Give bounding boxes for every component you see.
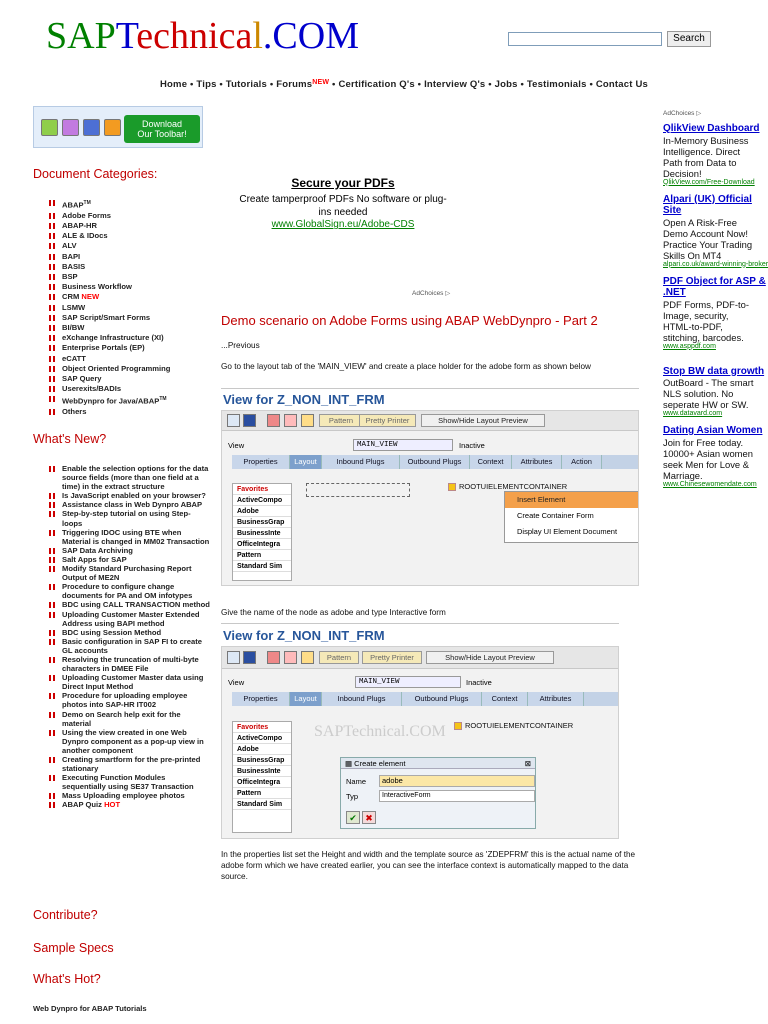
display-icon — [227, 651, 240, 664]
display-icon — [227, 414, 240, 427]
tab-context: Context — [482, 692, 528, 706]
category-item[interactable] — [49, 384, 170, 394]
nav-item-tips[interactable]: Tips — [196, 79, 217, 90]
toolbar-label: Our Toolbar! — [137, 129, 187, 139]
tab-layout: Layout — [290, 692, 322, 706]
right-ad-text: Path from Data to — [663, 156, 737, 168]
sample-specs-heading[interactable]: Sample Specs — [33, 941, 114, 955]
right-ad-text: Demo Account Now! — [663, 227, 748, 239]
center-ad[interactable] — [212, 176, 474, 230]
screenshot1-palette — [232, 483, 292, 581]
screenshot2-palette — [232, 721, 292, 833]
palette-item: Favorites — [233, 722, 291, 733]
palette-item: Adobe — [233, 744, 291, 755]
view-name-field: MAIN_VIEW — [353, 439, 453, 451]
right-ad-text: OutBoard - The smart — [663, 377, 754, 388]
category-label: eCATT — [62, 353, 86, 363]
puzzle-icon — [62, 119, 79, 136]
category-label: Object Oriented Programming — [62, 363, 171, 373]
trademark-sup: TM — [159, 396, 167, 403]
news-item[interactable]: Mass Uploading employee photos — [34, 791, 210, 800]
news-item[interactable]: Uploading Customer Master Extended Address using BAPI method — [34, 610, 210, 628]
news-item[interactable]: Is JavaScript enabled on your browser? — [34, 491, 210, 500]
container-icon — [448, 483, 456, 491]
news-item[interactable]: Procedure to configure change documents for PA and OM infotypes — [34, 582, 210, 600]
right-ad-column — [663, 123, 768, 496]
tab-properties: Properties — [232, 455, 290, 469]
menu-create-container-form: Create Container Form — [517, 511, 594, 520]
right-ad-text: Intelligence. Direct — [663, 145, 741, 157]
right-ad-url[interactable]: www.Chinesewomendate.com — [663, 480, 757, 488]
category-label: ALV — [62, 241, 77, 251]
category-item[interactable] — [49, 198, 170, 211]
news-item[interactable]: Using the view created in one Web Dynpro component as a pop-up view in another component — [34, 728, 210, 755]
top-navigation — [0, 79, 768, 90]
right-ad-text: Decision! — [663, 167, 702, 179]
nav-separator: • — [267, 79, 277, 90]
tool-icon — [301, 414, 314, 427]
category-label: ABAP-HR — [62, 220, 98, 230]
ad-text: Create tamperproof PDFs No software or plug-ins needed — [239, 194, 447, 218]
category-item[interactable] — [49, 282, 170, 292]
category-label: Adobe Forms — [62, 210, 111, 220]
tab-action: Action — [562, 455, 602, 469]
nav-item-jobs[interactable]: Jobs — [494, 79, 518, 90]
news-item[interactable]: Basic configuration in SAP FI to create GL accounts — [34, 637, 210, 655]
article-paragraph-1: Go to the layout tab of the 'MAIN_VIEW' and create a place holder for the adobe form as shown below — [221, 362, 591, 371]
category-item[interactable] — [49, 272, 170, 282]
right-ad[interactable] — [663, 194, 768, 268]
right-ad-url[interactable]: alpari.co.uk/award-winning-broker — [663, 260, 768, 268]
screenshot2-heading: View for Z_NON_INT_FRM — [223, 628, 385, 643]
name-label: Name — [346, 777, 367, 786]
tab-properties: Properties — [232, 692, 290, 706]
logo-letter: P — [94, 15, 116, 57]
category-item[interactable] — [49, 262, 170, 272]
category-item[interactable] — [49, 241, 170, 251]
news-label: ABAP Quiz — [62, 800, 102, 810]
download-toolbar-button[interactable] — [124, 115, 200, 143]
tab-layout: Layout — [290, 455, 322, 469]
layout-preview-button: Show/Hide Layout Preview — [426, 651, 554, 664]
right-ad-text: HTML-to-PDF, — [663, 320, 723, 332]
logo-letter: S — [46, 15, 68, 57]
type-field: InteractiveForm — [379, 790, 535, 802]
nav-item-home[interactable]: Home — [159, 79, 188, 90]
category-item[interactable] — [49, 292, 170, 302]
search-input[interactable] — [508, 32, 662, 46]
category-item[interactable] — [49, 252, 170, 262]
tab-outbound-plugs: Outbound Plugs — [400, 455, 470, 469]
screenshot2-tabs — [232, 692, 619, 706]
category-label: Others — [62, 407, 87, 417]
category-label: CRM — [62, 292, 80, 302]
palette-item: OfficeIntegra — [233, 777, 291, 788]
object-icon — [284, 651, 297, 664]
right-ad-url[interactable]: www.asppdf.com — [663, 342, 716, 350]
right-ad-text: Marriage. — [663, 469, 703, 481]
menu-display-ui-element: Display UI Element Document — [517, 527, 618, 536]
right-ad-text: seek Men for Love & — [663, 458, 749, 470]
logo-letter: c — [218, 15, 236, 57]
right-ad-text: seperate HW or SW. — [663, 399, 749, 410]
divider — [221, 388, 639, 389]
right-ad-title[interactable]: PDF Object for ASP & .NET — [663, 275, 766, 298]
palette-item: Pattern — [233, 550, 291, 561]
right-ad-title[interactable]: QlikView Dashboard — [663, 123, 760, 134]
ad-url[interactable]: www.GlobalSign.eu/Adobe-CDS — [271, 219, 415, 230]
right-ad[interactable] — [663, 425, 768, 488]
screenshot1-heading: View for Z_NON_INT_FRM — [223, 392, 385, 407]
screenshot1-tabs — [232, 455, 639, 469]
right-ad-choices-text: AdChoices — [663, 110, 695, 117]
right-ad-text: 10000+ Asian women — [663, 447, 753, 459]
divider — [221, 623, 619, 624]
logo-letter: h — [170, 15, 190, 57]
news-item[interactable]: Creating smartform for the pre-printed stationary — [34, 755, 210, 773]
nav-separator: • — [216, 79, 226, 90]
article-title: Demo scenario on Adobe Forms using ABAP WebDynpro - Part 2 — [221, 313, 598, 328]
pattern-button: Pattern — [319, 414, 363, 427]
right-ad[interactable] — [663, 276, 768, 350]
nav-separator: • — [586, 79, 596, 90]
right-ad[interactable] — [663, 366, 768, 418]
right-ad-choices[interactable] — [663, 109, 701, 117]
category-item[interactable] — [49, 354, 170, 364]
nav-separator: • — [329, 79, 339, 90]
news-item[interactable]: Demo on Search help exit for the material — [34, 710, 210, 728]
tab-inbound-plugs: Inbound Plugs — [322, 455, 400, 469]
news-item[interactable]: SAP Data Archiving — [34, 546, 210, 555]
category-label: ABAP — [62, 200, 84, 210]
category-item[interactable] — [49, 211, 170, 221]
category-label: Enterprise Portals (EP) — [62, 343, 145, 353]
site-logo[interactable] — [46, 14, 359, 58]
palette-item: OfficeIntegra — [233, 539, 291, 550]
logo-letter: a — [235, 15, 253, 57]
contribute-heading[interactable]: Contribute? — [33, 908, 98, 922]
news-item[interactable]: BDC using Session Method — [34, 628, 210, 637]
nav-item-certification-q-s[interactable]: Certification Q's — [338, 79, 415, 90]
whats-new-list — [34, 464, 210, 810]
category-label: BSP — [62, 271, 78, 281]
type-label: Typ — [346, 792, 359, 801]
palette-item: Adobe — [233, 506, 291, 517]
category-label: SAP Script/Smart Forms — [62, 312, 151, 322]
menu-insert-element: Insert Element — [505, 492, 639, 508]
category-label: BAPI — [62, 251, 81, 261]
category-label: SAP Query — [62, 373, 102, 383]
news-item[interactable]: Resolving the truncation of multi-byte characters in DMEE File — [34, 655, 210, 673]
ad-choices-text: AdChoices — [412, 290, 444, 297]
trademark-sup: TM — [83, 200, 91, 206]
category-label: eXchange Infrastructure (XI) — [62, 333, 164, 343]
right-ad-text: Open A Risk-Free — [663, 216, 737, 228]
view-label: View — [228, 441, 245, 450]
nav-separator: • — [414, 79, 425, 90]
right-ad-text: stitching, barcodes. — [663, 331, 744, 343]
news-item[interactable]: BDC using CALL TRANSACTION method — [34, 600, 210, 609]
news-item[interactable]: Uploading Customer Master data using Direct Input Method — [34, 673, 210, 691]
new-badge: NEW — [81, 292, 100, 302]
logo-letter: M — [325, 15, 360, 57]
right-ad-url[interactable]: www.datavard.com — [663, 410, 723, 417]
rss-icon — [104, 119, 121, 136]
category-item[interactable] — [49, 343, 170, 353]
palette-item: ActiveCompo — [233, 733, 291, 744]
tab-inbound-plugs: Inbound Plugs — [322, 692, 402, 706]
category-item[interactable] — [49, 313, 170, 323]
ad-choices-icon: ▷ — [696, 110, 702, 117]
logo-letter: A — [67, 15, 95, 57]
right-ad-text: PDF Forms, PDF-to- — [663, 298, 749, 310]
nav-item-forums[interactable]: Forums — [276, 79, 313, 90]
previous-link[interactable]: ...Previous — [221, 341, 260, 350]
palette-item: Favorites — [233, 484, 291, 495]
category-item[interactable] — [49, 231, 170, 241]
news-item[interactable]: Assistance class in Web Dynpro ABAP — [34, 500, 210, 509]
root-container — [454, 721, 573, 730]
screenshot1-toolbar — [222, 411, 639, 431]
where-used-icon — [267, 651, 280, 664]
right-ad-text: Join for Free today. — [663, 436, 744, 448]
logo-letter: T — [115, 15, 137, 57]
palette-item: BusinessInte — [233, 766, 291, 777]
nav-item-interview-q-s[interactable]: Interview Q's — [424, 79, 486, 90]
news-item[interactable]: Procedure for uploading employee photos into SAP-HR IT002 — [34, 691, 210, 709]
category-item[interactable] — [49, 333, 170, 343]
hot-badge: HOT — [104, 800, 121, 810]
view-label: View — [228, 678, 245, 687]
category-item[interactable] — [49, 394, 170, 407]
article-paragraph-2: Give the name of the node as adobe and type Interactive form — [221, 608, 446, 617]
check-icon: ✔ — [346, 811, 360, 824]
container-icon — [454, 722, 462, 730]
dialog-titlebar — [341, 758, 535, 769]
logo-letter: O — [297, 15, 326, 57]
category-list — [49, 198, 170, 417]
document-categories-heading: Document Categories: — [33, 167, 158, 181]
toolbar-banner[interactable] — [33, 106, 203, 148]
category-item[interactable] — [49, 323, 170, 333]
palette-item: Standard Sim — [233, 561, 291, 572]
right-ad-text: NLS solution. No — [663, 388, 734, 399]
magnifier-icon — [41, 119, 58, 136]
ad-choices-label[interactable] — [412, 289, 450, 297]
screenshot2-toolbar — [222, 647, 619, 669]
hot-item-link[interactable]: Web Dynpro for ABAP Tutorials — [33, 1004, 147, 1013]
nav-item-testimonials[interactable]: Testimonials — [526, 79, 587, 90]
logo-letter: e — [136, 15, 154, 57]
whats-hot-heading[interactable]: What's Hot? — [33, 972, 101, 986]
category-item[interactable] — [49, 364, 170, 374]
category-item[interactable] — [49, 221, 170, 231]
logo-letter: l — [252, 15, 263, 57]
news-item[interactable]: Modify Standard Purchasing Report Output of ME2N — [34, 564, 210, 582]
news-item[interactable]: Step-by-step tutorial on using Step-loops — [34, 509, 210, 527]
palette-item: Pattern — [233, 788, 291, 799]
nav-separator: • — [517, 79, 527, 90]
tab-attributes: Attributes — [528, 692, 584, 706]
right-ad-text: In-Memory Business — [663, 134, 749, 146]
tab-attributes: Attributes — [512, 455, 562, 469]
right-ad-title[interactable]: Stop BW data growth — [663, 365, 765, 377]
palette-item: BusinessGrap — [233, 755, 291, 766]
status-label: Inactive — [459, 441, 485, 450]
create-element-dialog — [340, 757, 536, 829]
palette-item: ActiveCompo — [233, 495, 291, 506]
category-item[interactable] — [49, 303, 170, 313]
category-item[interactable] — [49, 407, 170, 417]
tab-outbound-plugs: Outbound Plugs — [402, 692, 482, 706]
nav-separator: • — [187, 79, 197, 90]
right-ad-text: Skills On MT4 — [663, 249, 722, 261]
watermark: SAPTechnical.COM — [314, 723, 446, 740]
logo-letter: c — [153, 15, 171, 57]
category-label: ALE & IDocs — [62, 231, 108, 241]
news-item[interactable] — [34, 800, 210, 809]
palette-item: Standard Sim — [233, 799, 291, 810]
ad-choices-icon: ▷ — [445, 290, 451, 297]
root-label: ROOTUIELEMENTCONTAINER — [459, 482, 568, 491]
status-label: Inactive — [466, 678, 492, 687]
dialog-title-icon: ▦ — [345, 759, 355, 768]
new-badge: NEW — [312, 79, 330, 86]
right-ad-text: Image, security, — [663, 309, 729, 321]
news-item[interactable]: Executing Function Modules sequentially using SE37 Transaction — [34, 773, 210, 791]
category-item[interactable] — [49, 374, 170, 384]
object-icon — [284, 414, 297, 427]
screenshot1 — [221, 410, 639, 586]
context-menu — [504, 491, 639, 543]
pattern-button: Pattern — [319, 651, 359, 664]
pretty-printer-button: Pretty Printer — [359, 414, 416, 427]
pretty-printer-button: Pretty Printer — [362, 651, 422, 664]
cancel-icon: ✖ — [362, 811, 376, 824]
right-ad[interactable] — [663, 123, 768, 186]
news-item[interactable]: Salt Apps for SAP — [34, 555, 210, 564]
palette-item: BusinessInte — [233, 528, 291, 539]
layout-preview-button: Show/Hide Layout Preview — [421, 414, 545, 427]
whats-new-heading: What's New? — [33, 432, 107, 446]
dropdown-icon — [83, 119, 100, 136]
category-label: BI/BW — [62, 322, 85, 332]
right-ad-title[interactable]: Alpari (UK) Official Site — [663, 193, 752, 216]
close-icon: ⊠ — [524, 759, 531, 768]
info-icon — [243, 651, 256, 664]
where-used-icon — [267, 414, 280, 427]
tool-icon — [301, 651, 314, 664]
news-item[interactable]: Triggering IDOC using BTE when Material is changed in MM02 Transaction — [34, 528, 210, 546]
news-item[interactable]: Enable the selection options for the data source fields (more than one field at a time) in the extract structure — [34, 464, 210, 491]
nav-item-tutorials[interactable]: Tutorials — [225, 79, 268, 90]
category-label: LSMW — [62, 302, 86, 312]
nav-separator: • — [485, 79, 495, 90]
category-label: BASIS — [62, 261, 86, 271]
name-field: adobe — [379, 775, 535, 787]
category-label: WebDynpro for Java/ABAP — [62, 396, 160, 406]
layout-placeholder — [306, 483, 410, 497]
screenshot2 — [221, 646, 619, 839]
root-label: ROOTUIELEMENTCONTAINER — [465, 721, 574, 730]
right-ad-title[interactable]: Dating Asian Women — [663, 425, 763, 436]
search-button[interactable]: Search — [667, 31, 711, 47]
nav-item-contact-us[interactable]: Contact Us — [595, 79, 648, 90]
logo-letter: n — [189, 15, 209, 57]
category-label: Userexits/BADIs — [62, 384, 122, 394]
view-name-field: MAIN_VIEW — [355, 676, 461, 688]
logo-letter: C — [272, 15, 298, 57]
tab-context: Context — [470, 455, 512, 469]
right-ad-text: Practice Your Trading — [663, 238, 753, 250]
logo-letter: i — [208, 15, 219, 57]
article-paragraph-3: In the properties list set the Height and width and the template source as 'ZDEPFRM' this is the actual name of the adobe form which we have created earlier, you can see the interface context is automatically mapped to the data source. — [221, 850, 636, 881]
logo-letter: . — [262, 15, 273, 57]
dialog-title: Create element — [354, 759, 406, 768]
info-icon — [243, 414, 256, 427]
right-ad-url[interactable]: QlikView.com/Free-Download — [663, 178, 755, 186]
root-container — [448, 482, 567, 491]
download-label: Download — [141, 119, 183, 129]
ad-title[interactable]: Secure your PDFs — [291, 176, 395, 190]
category-label: Business Workflow — [62, 282, 132, 292]
palette-item: BusinessGrap — [233, 517, 291, 528]
